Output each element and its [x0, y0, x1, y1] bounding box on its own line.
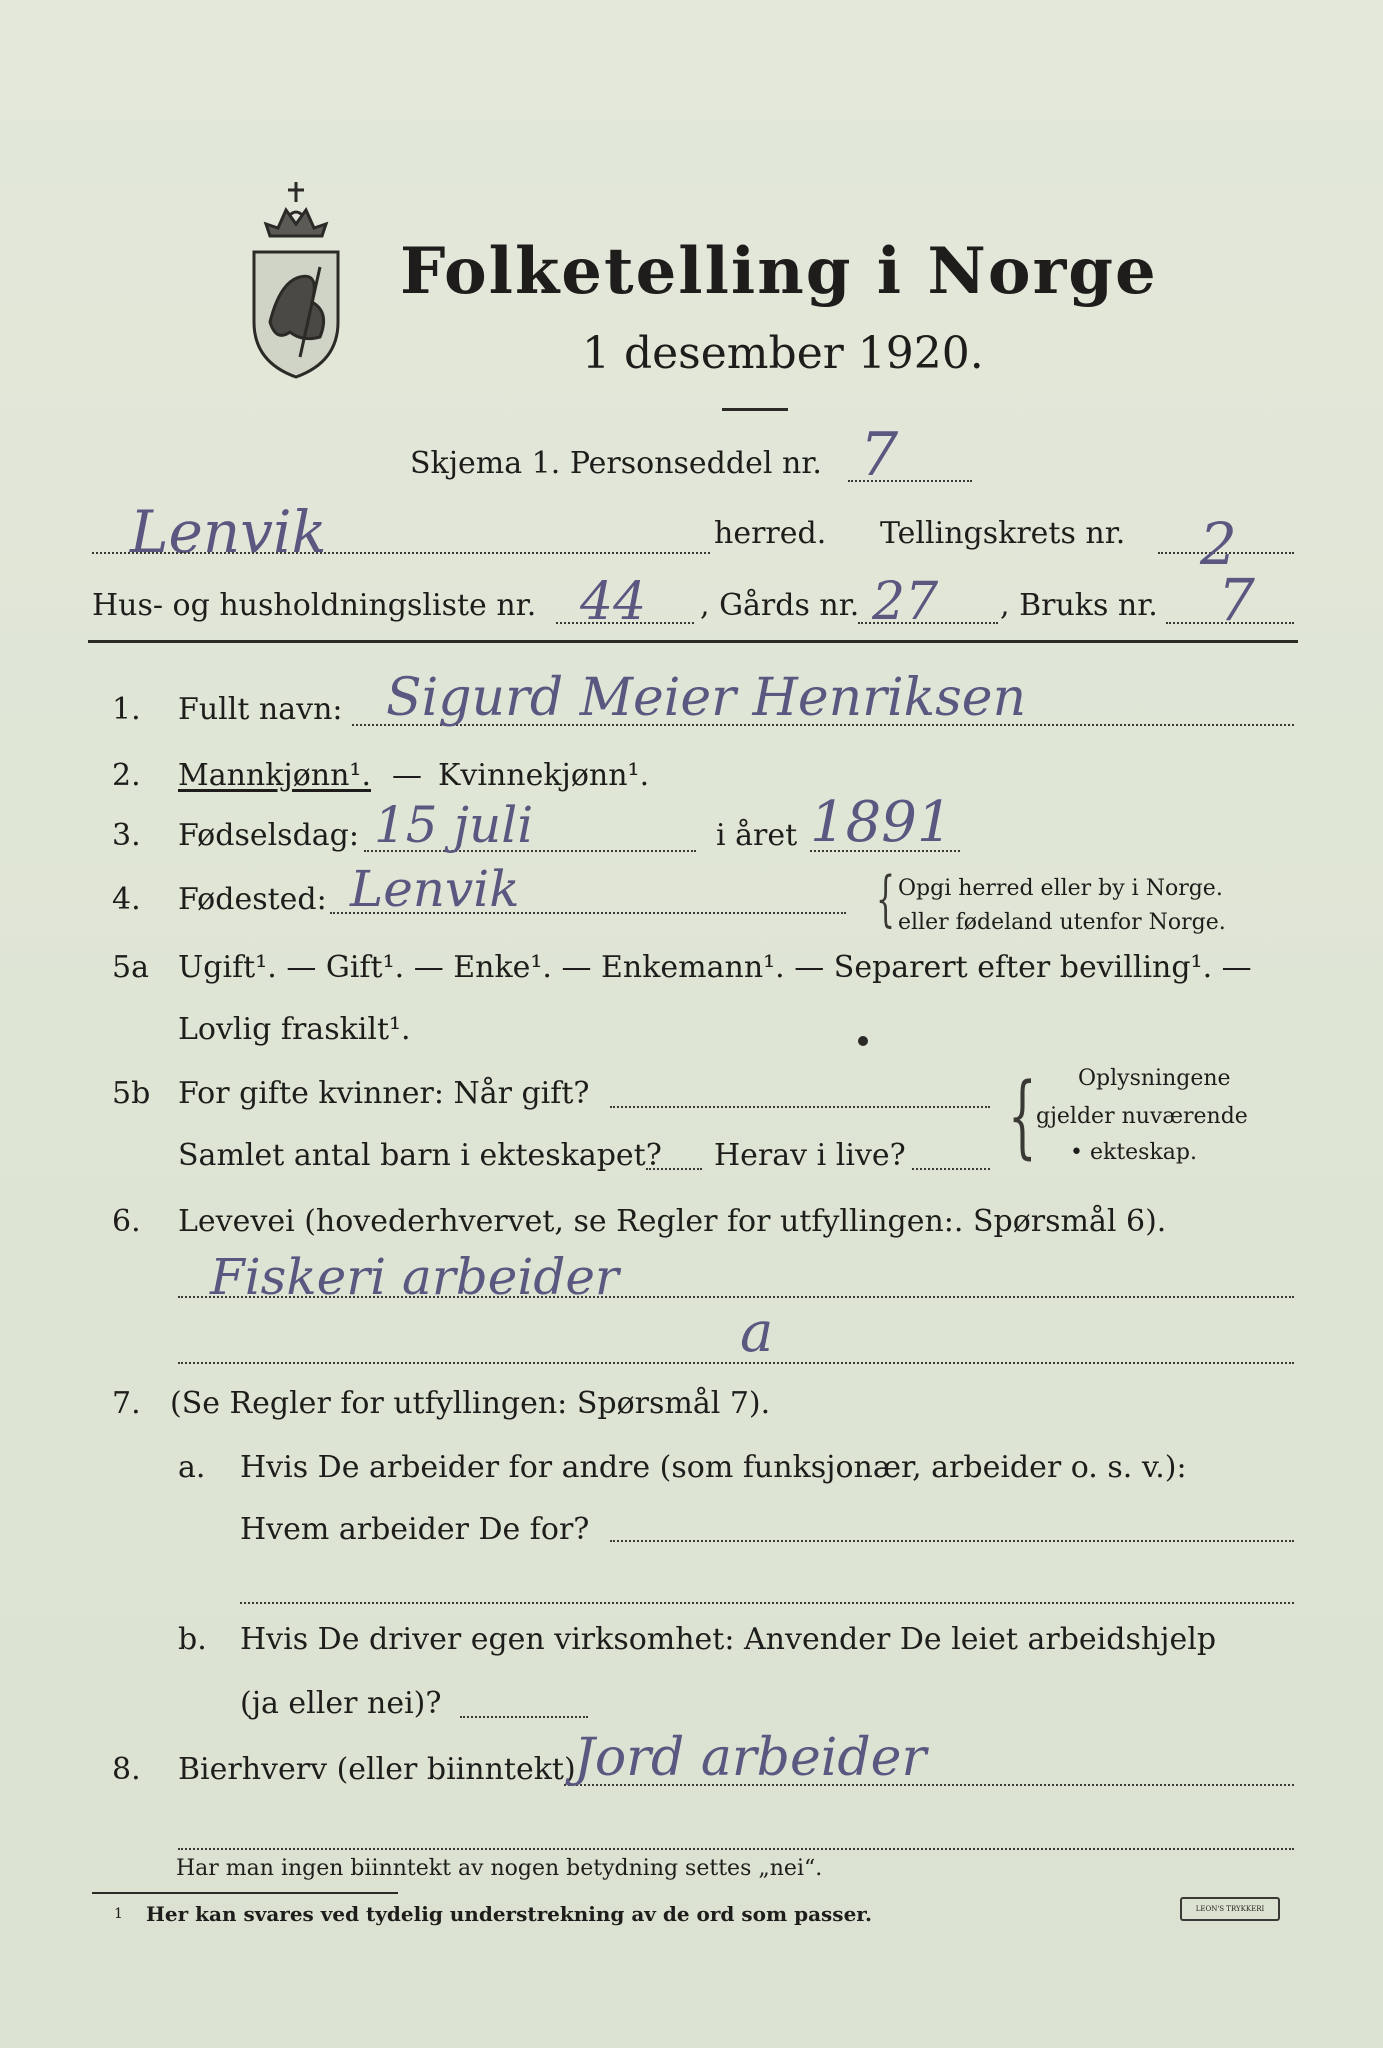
q6-number: 6.	[112, 1204, 141, 1239]
bruks-label: , Bruks nr.	[1000, 588, 1158, 623]
coat-of-arms-icon	[240, 172, 352, 382]
q5b-dots-3	[912, 1168, 990, 1170]
q2-number: 2.	[112, 758, 141, 793]
q7b-dots	[460, 1716, 588, 1718]
q5b-brace: {	[1008, 1064, 1037, 1169]
q6-value: Fiskeri arbeider	[210, 1248, 619, 1306]
q7a-dots-2	[240, 1602, 1294, 1604]
q4-number: 4.	[112, 882, 141, 917]
q5b-note-1: Oplysningene	[1078, 1066, 1231, 1091]
q8-value: Jord arbeider	[574, 1728, 927, 1788]
q7a-number: a.	[178, 1450, 206, 1485]
footnote-rule	[92, 1892, 398, 1894]
skjema-label: Skjema 1. Personseddel nr.	[410, 446, 822, 481]
title-divider	[722, 408, 788, 411]
q1-number: 1.	[112, 692, 141, 727]
q4-value: Lenvik	[350, 860, 520, 918]
bruks-value: 7	[1218, 566, 1255, 634]
gards-value: 27	[872, 572, 939, 632]
q7a-label-2: Hvem arbeider De for?	[240, 1512, 590, 1547]
ink-dot	[858, 1036, 868, 1046]
q3-value: 15 juli	[374, 796, 534, 854]
q5b-note-3: • ekteskap.	[1070, 1140, 1197, 1165]
header-rule	[88, 640, 1298, 643]
q4-brace: {	[876, 864, 896, 934]
q2-separator: —	[392, 758, 422, 793]
tellingskrets-value: 2	[1200, 510, 1237, 578]
q8-label: Bierhverv (eller biinntekt)	[178, 1752, 576, 1787]
q2-male-option: Mannkjønn¹.	[178, 758, 371, 793]
q5b-label-3: Herav i live?	[714, 1138, 906, 1173]
q4-note-1: Opgi herred eller by i Norge.	[898, 876, 1223, 901]
q4-note-2: eller fødeland utenfor Norge.	[898, 910, 1226, 935]
q6-value-2: a	[740, 1300, 774, 1365]
q7a-dots-1	[610, 1540, 1294, 1542]
q7b-label-2: (ja eller nei)?	[240, 1686, 442, 1721]
q5b-label-2: Samlet antal barn i ekteskapet?	[178, 1138, 662, 1173]
tellingskrets-label: Tellingskrets nr.	[880, 516, 1126, 551]
q3-number: 3.	[112, 818, 141, 853]
footnote-marker: 1	[114, 1906, 123, 1922]
q5b-dots-2	[646, 1168, 702, 1170]
printer-stamp: LEON'S TRYKKERI	[1180, 1897, 1280, 1921]
q7-number: 7.	[112, 1386, 141, 1421]
q5b-number: 5b	[112, 1076, 151, 1111]
q1-value: Sigurd Meier Henriksen	[386, 668, 1027, 728]
q4-label: Fødested:	[178, 882, 327, 917]
q2-female-option: Kvinnekjønn¹.	[438, 758, 650, 793]
hus-value: 44	[580, 572, 647, 632]
q3-label: Fødselsdag:	[178, 818, 359, 853]
form-title: Folketelling i Norge	[400, 234, 1158, 309]
q5a-options-2: Lovlig fraskilt¹.	[178, 1012, 411, 1047]
q6-label: Levevei (hovederhvervet, se Regler for utfyllingen:. Spørsmål 6).	[178, 1204, 1167, 1239]
q8-number: 8.	[112, 1752, 141, 1787]
herred-label: herred.	[714, 516, 827, 551]
footnote-text: Her kan svares ved tydelig understrekning av de ord som passer.	[146, 1902, 872, 1926]
herred-dots	[92, 552, 710, 554]
q6-dots-1	[178, 1296, 1294, 1298]
census-date: 1 desember 1920.	[582, 328, 984, 379]
q5b-dots-1	[610, 1106, 990, 1108]
q5b-note-2: gjelder nuværende	[1036, 1104, 1248, 1129]
q6-dots-2	[178, 1362, 1294, 1364]
q1-label: Fullt navn:	[178, 692, 343, 727]
q8-dots-2	[178, 1848, 1294, 1850]
hus-label: Hus- og husholdningsliste nr.	[92, 588, 537, 623]
herred-value: Lenvik	[130, 498, 327, 566]
skjema-value: 7	[860, 420, 899, 490]
q5a-number: 5a	[112, 950, 149, 985]
q3-year-value: 1891	[810, 790, 953, 855]
q7a-label: Hvis De arbeider for andre (som funksjonær, arbeider o. s. v.):	[240, 1450, 1187, 1485]
q7b-label: Hvis De driver egen virksomhet: Anvender De leiet arbeidshjelp	[240, 1622, 1217, 1657]
q5a-options: Ugift¹. — Gift¹. — Enke¹. — Enkemann¹. — Separert efter bevilling¹. —	[178, 950, 1252, 985]
biinntekt-note: Har man ingen biinntekt av nogen betydning settes „nei“.	[176, 1856, 823, 1881]
q5b-label: For gifte kvinner: Når gift?	[178, 1076, 590, 1111]
q7-label: (Se Regler for utfyllingen: Spørsmål 7).	[170, 1386, 771, 1421]
q7b-number: b.	[178, 1622, 207, 1657]
gards-label: , Gårds nr.	[700, 588, 860, 623]
q3-year-label: i året	[716, 818, 798, 853]
